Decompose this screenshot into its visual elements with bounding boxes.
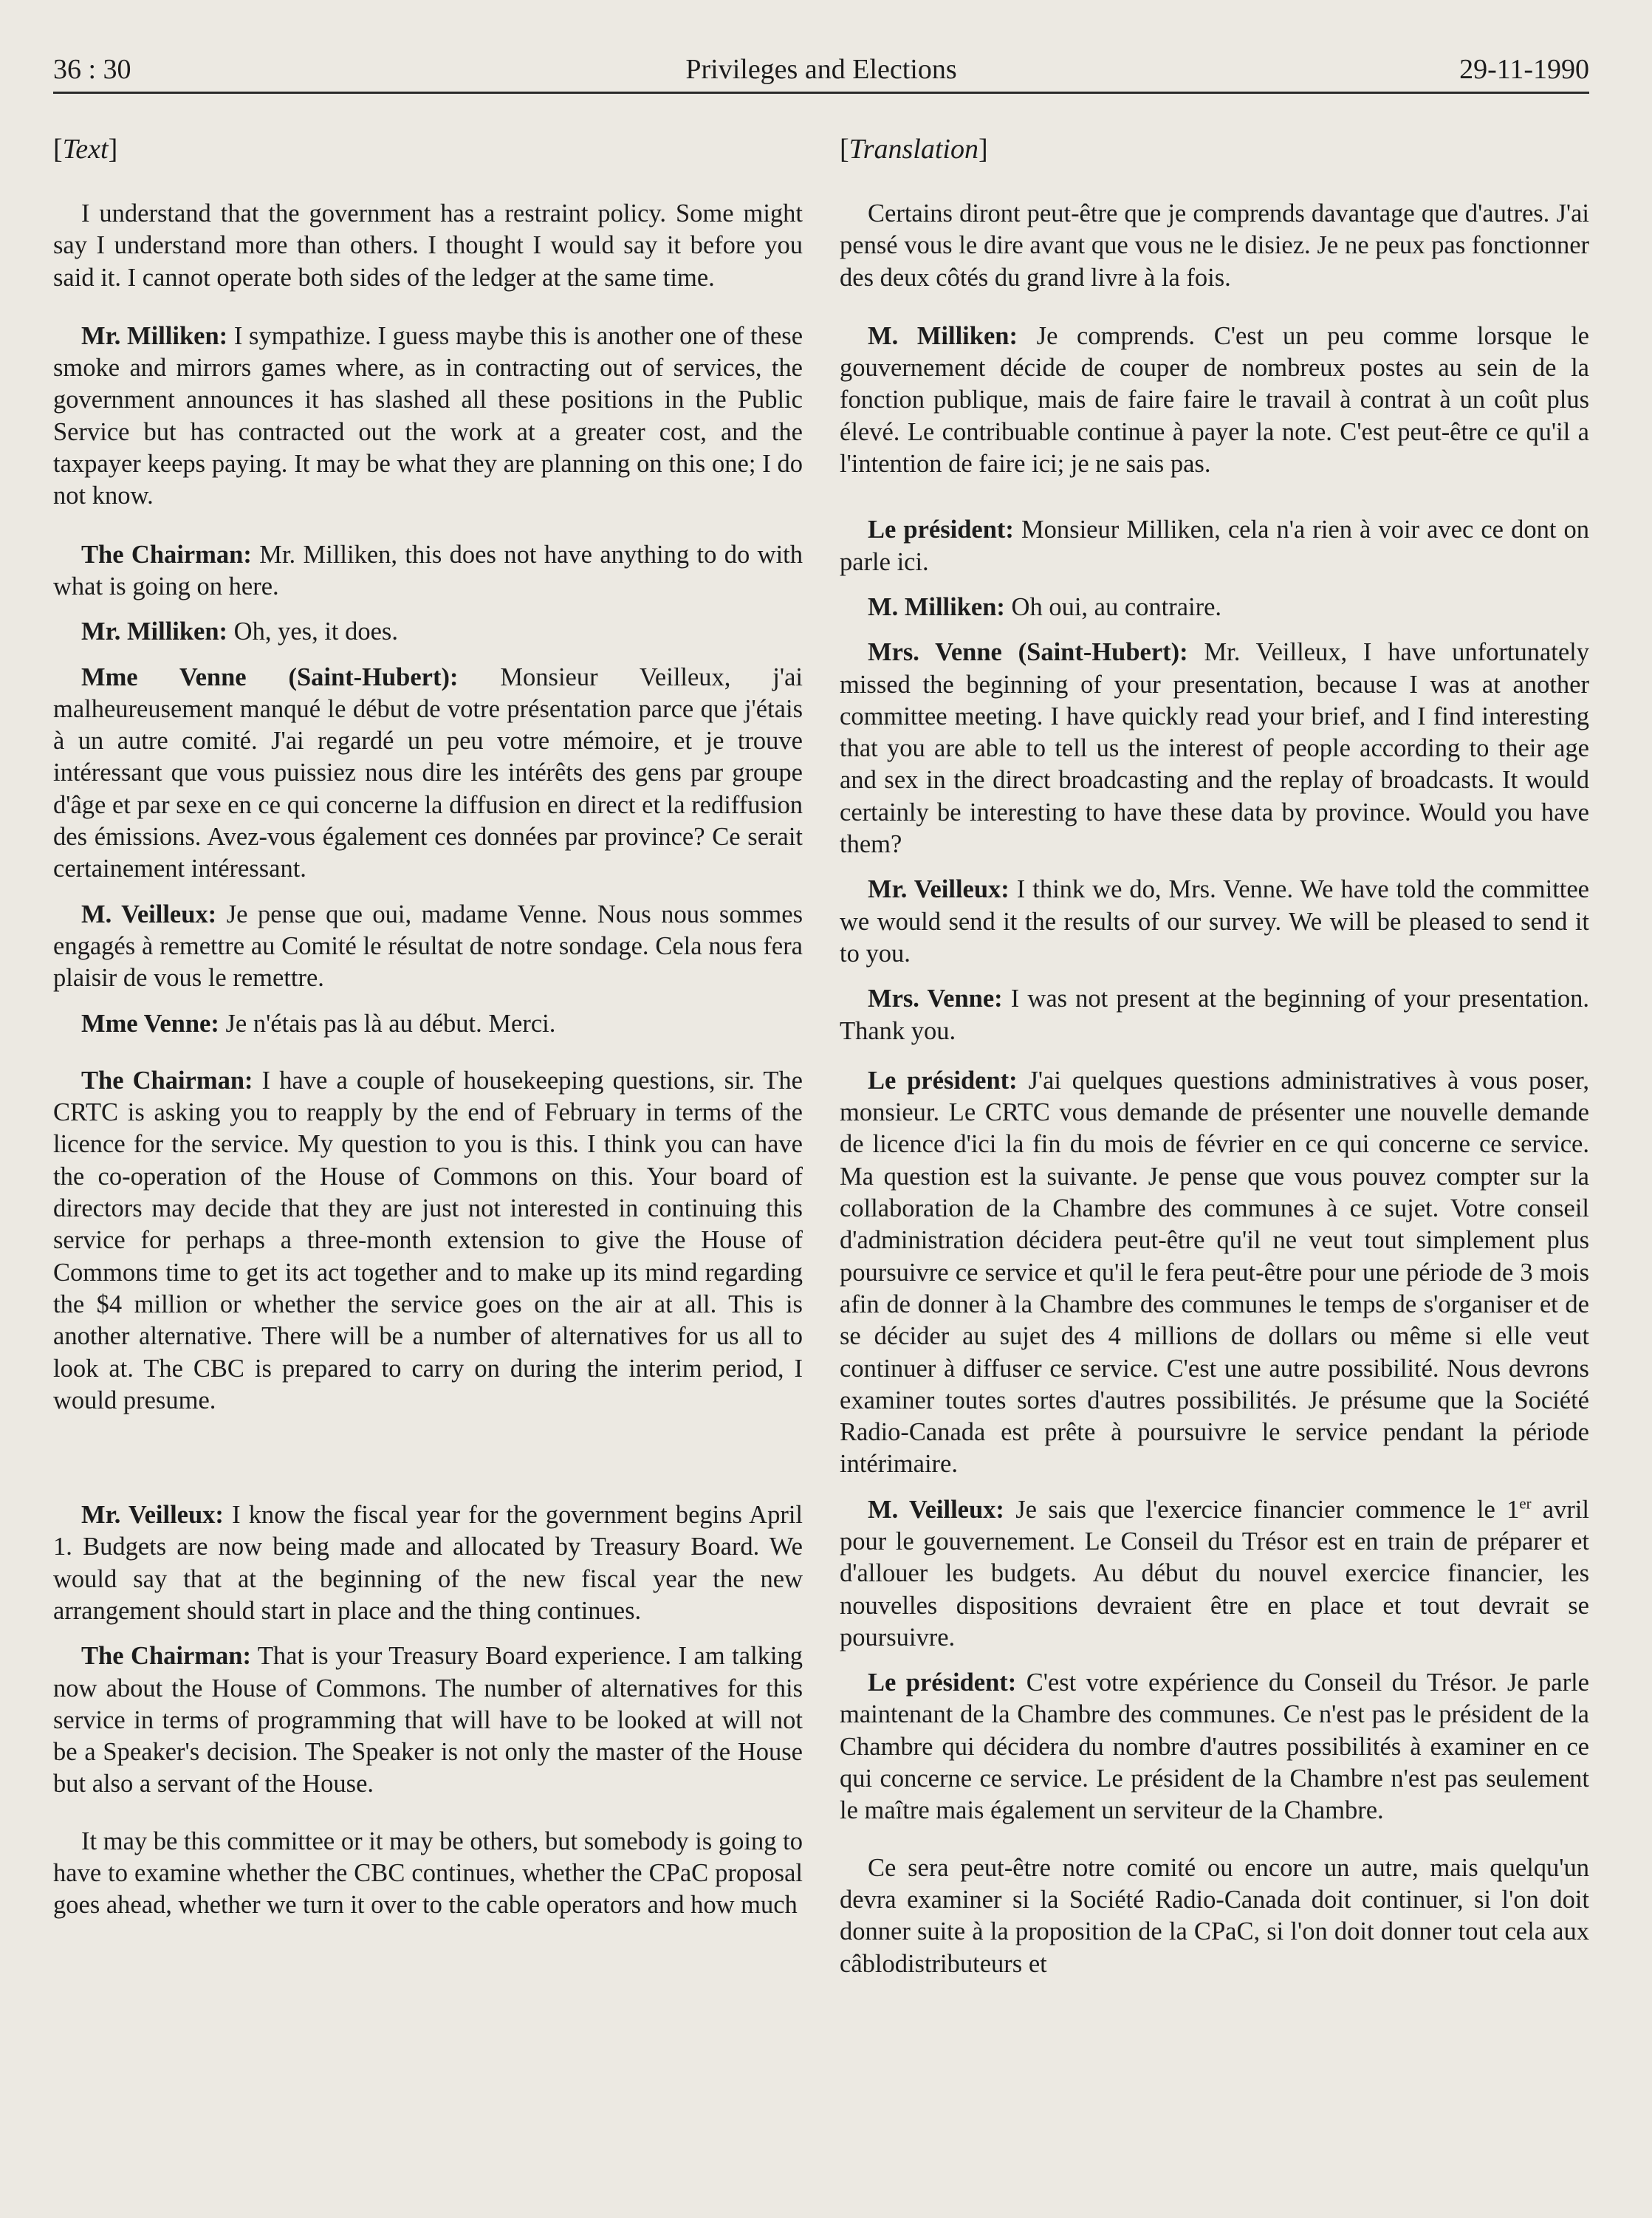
- paragraph: Le président: C'est votre expérience du Conseil du Trésor. Je parle maintenant de la Chambre des communes. Ce n'est pas le président de la Chambre qui décidera du nombre d'autres possibilités à examiner en ce qui concerne ce service. Le président de la Chambre n'est pas seulement le maître mais également un serviteur de la Chambre.: [840, 1668, 1589, 1825]
- paragraph: It may be this committee or it may be others, but somebody is going to have to examine whether the CBC continues, whether the CPaC proposal goes ahead, whether we turn it over to the cable operators and how much: [53, 1827, 803, 1920]
- speaker-name: Le président:: [868, 516, 1014, 544]
- running-title: Privileges and Elections: [685, 54, 957, 85]
- paragraph: Le président: J'ai quelques questions administratives à vous poser, monsieur. Le CRTC vous demande de présenter une nouvelle demande de licence d'ici la fin du mois de février en ce qui concerne ce service. Ma question est la suivante. Je pense que vous pouvez compter sur la collaboration de la Chambre des communes à ce sujet. Votre conseil d'administration décidera peut-être qu'il ne veut tout simplement plus poursuivre ce service et qu'il le fera peut-être pour une période de 3 mois afin de donner à la Chambre des communes le temps de s'organiser et de se décider au sujet des 4 millions de dollars ou même si elle veut continuer à diffuser ce service. C'est une autre possibilité. Nous devrons examiner toutes sortes d'autres possibilités. Je présume que la Société Radio-Canada est prête à poursuivre le service pendant la période intérimaire.: [840, 1066, 1590, 1479]
- paragraph: Mme Venne: Je n'étais pas là au début. Merci.: [81, 1009, 556, 1038]
- text-marker-label: Text: [62, 134, 109, 165]
- speaker-name: Mme Venne:: [81, 1009, 219, 1038]
- translation-marker: [Translation]: [840, 134, 988, 165]
- paragraph: M. Veilleux: Je pense que oui, madame Venne. Nous nous sommes engagés à remettre au Comité le résultat de notre sondage. Cela nous fera plaisir de vous le remettre.: [53, 900, 803, 993]
- paragraph: Certains diront peut-être que je comprends davantage que d'autres. J'ai pensé vous le dire avant que vous ne le disiez. Je ne peux pas fonctionner des deux côtés du grand livre à la fois.: [840, 199, 1589, 292]
- page-number: 36 : 30: [53, 54, 131, 85]
- paragraph: M. Veilleux: Je sais que l'exercice financier commence le 1er avril pour le gouvernement. Le Conseil du Trésor est en train de préparer et d'allouer les budgets. Au début du nouvel exercice financier, les nouvelles dispositions devraient être en place et tout devrait se poursuivre.: [840, 1495, 1589, 1651]
- paragraph: Le président: Monsieur Milliken, cela n'a rien à voir avec ce dont on parle ici.: [840, 516, 1590, 576]
- speaker-name: The Chairman:: [81, 540, 252, 569]
- sitting-date: 29-11-1990: [1459, 54, 1589, 85]
- speaker-name: The Chairman:: [81, 1066, 253, 1095]
- speaker-name: M. Milliken:: [868, 592, 1005, 621]
- translation-marker-label: Translation: [849, 134, 978, 165]
- paragraph: M. Milliken: Je comprends. C'est un peu comme lorsque le gouvernement décide de couper de nombreux postes au sein de la fonction publique, mais de faire faire le travail à contrat à un coût plus élevé. Le contribuable continue à payer la note. C'est peut-être ce qu'il a l'intention de faire ici; je ne sais pas.: [840, 321, 1589, 479]
- paragraph: Mrs. Venne (Saint-Hubert): Mr. Veilleux, I have unfortunately missed the beginning of your presentation, because I was at another committee meeting. I have quickly read your brief, and I find interesting that you are able to tell us the interest of people according to their age and sex in the direct broadcasting and the replay of broadcasts. It would certainly be interesting to have these data by province. Would you have them?: [840, 638, 1590, 859]
- ordinal-superscript: er: [1519, 1496, 1532, 1513]
- speaker-name: Le président:: [868, 1066, 1018, 1095]
- translation-column: [840, 133, 1589, 1980]
- paragraph: Mr. Milliken: I sympathize. I guess maybe this is another one of these smoke and mirrors games where, as in contracting out of services, the government announces it has slashed all these positions in the Public Service but has contracted out the work at a greater cost, and the taxpayer keeps paying. It may be what they are planning on this one; I do not know.: [53, 321, 803, 510]
- speaker-name: Mr. Veilleux:: [868, 875, 1010, 904]
- speaker-name: Mr. Milliken:: [81, 321, 228, 350]
- paragraph: The Chairman: Mr. Milliken, this does not have anything to do with what is going on here.: [53, 540, 803, 600]
- page-header: [53, 50, 1589, 94]
- speaker-name: Mme Venne (Saint-Hubert):: [81, 663, 459, 691]
- paragraph: The Chairman: I have a couple of housekeeping questions, sir. The CRTC is asking you to reapply by the end of February in terms of the licence for the service. My question to you is this. I think you can have the co-operation of the House of Commons on this. Your board of directors may decide that they are just not interested in continuing this service for perhaps a three-month extension to give the House of Commons time to get its act together and to make up its mind regarding the $4 million or whether the service goes on the air at all. This is another alternative. There will be a number of alternatives for us all to look at. The CBC is prepared to carry on during the interim period, I would presume.: [53, 1066, 803, 1414]
- speaker-name: Mr. Veilleux:: [81, 1501, 224, 1530]
- text-marker: [Text]: [53, 134, 118, 165]
- paragraph: Mr. Veilleux: I know the fiscal year for the government begins April 1. Budgets are now being made and allocated by Treasury Board. We would say that at the beginning of the new fiscal year the new arrangement should start in place and the thing continues.: [53, 1501, 803, 1625]
- speaker-name: Mr. Milliken:: [81, 617, 228, 646]
- paragraph: Mr. Veilleux: I think we do, Mrs. Venne. We have told the committee we would send it the results of our survey. We will be pleased to send it to you.: [840, 875, 1589, 968]
- paragraph: The Chairman: That is your Treasury Board experience. I am talking now about the House of Commons. The number of alternatives for this service in terms of programming that will have to be looked at will not be a Speaker's decision. The Speaker is not only the master of the House but also a servant of the House.: [53, 1642, 803, 1798]
- speaker-name: M. Veilleux:: [868, 1495, 1004, 1524]
- paragraph: M. Milliken: Oh oui, au contraire.: [868, 592, 1222, 621]
- speaker-name: Mrs. Venne (Saint-Hubert):: [868, 638, 1188, 667]
- paragraph: I understand that the government has a restraint policy. Some might say I understand more than others. I thought I would say it before you said it. I cannot operate both sides of the ledger at the same time.: [53, 199, 803, 292]
- speaker-name: M. Milliken:: [868, 321, 1018, 350]
- paragraph: Mme Venne (Saint-Hubert): Monsieur Veilleux, j'ai malheureusement manqué le début de votre présentation parce que j'étais à un autre comité. J'ai regardé un peu votre mémoire, et je trouve intéressant que vous puissiez nous dire les intérêts des gens par groupe d'âge et par sexe en ce qui concerne la diffusion en direct et la rediffusion des émissions. Avez-vous également ces données par province? Ce serait certainement intéressant.: [53, 663, 803, 883]
- speaker-name: Le président:: [868, 1668, 1017, 1697]
- english-column: [53, 133, 803, 1922]
- paragraph: Mr. Milliken: Oh, yes, it does.: [81, 617, 398, 646]
- paragraph: Ce sera peut-être notre comité ou encore un autre, mais quelqu'un devra examiner si la Société Radio-Canada doit continuer, si l'on doit donner suite à la proposition de la CPaC, si l'on doit donner tout cela aux câblodistributeurs et: [840, 1853, 1589, 1978]
- paragraph: Mrs. Venne: I was not present at the beginning of your presentation. Thank you.: [840, 985, 1590, 1045]
- speaker-name: M. Veilleux:: [81, 900, 217, 928]
- speaker-name: Mrs. Venne:: [868, 985, 1003, 1013]
- speaker-name: The Chairman:: [81, 1642, 251, 1671]
